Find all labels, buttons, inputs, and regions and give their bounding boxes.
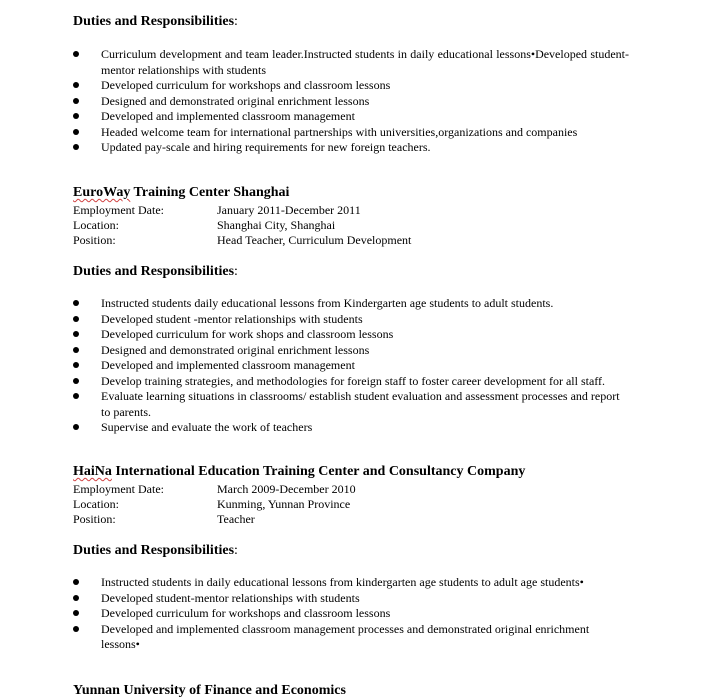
list-item-text: Supervise and evaluate the work of teachers: [101, 420, 313, 434]
bullet-icon: [73, 144, 79, 150]
list-item: [73, 343, 629, 359]
list-item-text: Developed and implemented classroom management processes and demonstrated original enrichment lessons•: [101, 621, 590, 651]
duties-list-2: [73, 296, 629, 436]
location-label: Location:: [73, 497, 119, 511]
duties-heading-2: [73, 264, 238, 280]
list-item: [73, 125, 629, 141]
position-row: [73, 512, 255, 527]
list-item-text: Designed and demonstrated original enrichment lessons: [101, 93, 370, 108]
list-item: [73, 327, 629, 343]
employer-name-part1: HaiNa: [73, 464, 112, 479]
list-item: [73, 389, 629, 420]
location-label: Location:: [73, 218, 119, 232]
location-row: [73, 497, 350, 512]
bullet-icon: [73, 82, 79, 88]
employer-name-part2: International Education Training Center and Consultancy Company: [111, 464, 526, 479]
list-item: [73, 296, 629, 312]
list-item-text: Developed curriculum for workshops and classroom lessons: [101, 606, 391, 620]
list-item-text: Developed and implemented classroom management: [101, 109, 355, 123]
list-item: [73, 591, 629, 607]
employment-date-label: Employment Date:: [73, 203, 164, 217]
list-item-text: Curriculum development and team leader.Instructed students in daily educational lessons•Developed student-mentor relationships with students: [101, 47, 629, 77]
duties-heading-3-colon: :: [234, 543, 238, 558]
list-item-text: Instructed students in daily educational lessons from kindergarten age students to adult age students•: [101, 575, 584, 589]
employment-date-row: [73, 203, 361, 218]
list-item: [73, 420, 629, 436]
duties-heading-1-text: Duties and Responsibilities: [73, 14, 235, 29]
duties-list-3: [73, 575, 629, 653]
list-item: [73, 94, 629, 110]
duties-heading-3: [73, 543, 238, 559]
duties-heading-2-text: Duties and Responsibilities: [73, 264, 235, 279]
bullet-icon: [73, 300, 79, 306]
bullet-icon: [73, 331, 79, 337]
bullet-icon: [73, 424, 79, 430]
bullet-icon: [73, 626, 79, 632]
position-label: Position:: [73, 512, 116, 526]
bullet-icon: [73, 393, 79, 399]
list-item-text: Developed curriculum for workshops and classroom lessons: [101, 78, 391, 92]
location-value: Kunming, Yunnan Province: [217, 497, 351, 511]
list-item-text: Developed and implemented classroom management: [101, 358, 355, 372]
location-row: [73, 218, 335, 233]
employer-name-part2: Training Center Shanghai: [130, 185, 290, 200]
employment-date-label: Employment Date:: [73, 482, 164, 496]
bullet-icon: [73, 113, 79, 119]
list-item: [73, 622, 629, 653]
list-item-text: Designed and demonstrated original enrichment lessons: [101, 342, 370, 357]
employer-name-part1: EuroWay: [73, 185, 131, 200]
list-item: [73, 312, 629, 328]
bullet-icon: [73, 595, 79, 601]
duties-heading-2-colon: :: [234, 264, 238, 279]
location-value: Shanghai City, Shanghai: [217, 218, 336, 232]
list-item: [73, 358, 629, 374]
employment-date-row: [73, 482, 356, 497]
position-value: Head Teacher, Curriculum Development: [217, 233, 412, 247]
employer-name-euroway: [73, 185, 289, 201]
list-item-text: Updated pay-scale and hiring requirements for new foreign teachers.: [101, 140, 431, 154]
duties-heading-1: [73, 14, 238, 30]
list-item: [73, 374, 629, 390]
bullet-icon: [73, 347, 79, 353]
list-item: [73, 606, 629, 622]
employment-date-value: January 2011-December 2011: [217, 203, 361, 217]
list-item-text: Headed welcome team for international partnerships with universities,organizations and companies: [101, 124, 578, 139]
list-item-text: Develop training strategies, and methodologies for foreign staff to foster career development for all staff.: [101, 373, 606, 388]
position-row: [73, 233, 411, 248]
duties-heading-3-text: Duties and Responsibilities: [73, 543, 235, 558]
list-item-text: Developed curriculum for work shops and classroom lessons: [101, 327, 394, 341]
employment-date-value: March 2009-December 2010: [217, 482, 356, 496]
list-item-text: Developed student -mentor relationships with students: [101, 311, 363, 326]
position-label: Position:: [73, 233, 116, 247]
bullet-icon: [73, 378, 79, 384]
bullet-icon: [73, 362, 79, 368]
bullet-icon: [73, 316, 79, 322]
list-item-text: Evaluate learning situations in classrooms/ establish student evaluation and assessment processes and report to parents.: [101, 389, 620, 419]
list-item: [73, 47, 629, 78]
list-item-text: Instructed students daily educational lessons from Kindergarten age students to adult students.: [101, 296, 554, 310]
list-item-text: Developed student-mentor relationships with students: [101, 590, 360, 605]
list-item: [73, 575, 629, 591]
bullet-icon: [73, 51, 79, 57]
bullet-icon: [73, 579, 79, 585]
bullet-icon: [73, 98, 79, 104]
bullet-icon: [73, 129, 79, 135]
next-employer-name: Yunnan University of Finance and Economics: [73, 683, 346, 698]
bullet-icon: [73, 610, 79, 616]
employer-name-haina: [73, 464, 525, 480]
duties-heading-1-colon: :: [234, 14, 238, 29]
list-item: [73, 78, 629, 94]
position-value: Teacher: [217, 512, 255, 526]
duties-list-1: [73, 47, 629, 156]
list-item: [73, 109, 629, 125]
list-item: [73, 140, 629, 156]
